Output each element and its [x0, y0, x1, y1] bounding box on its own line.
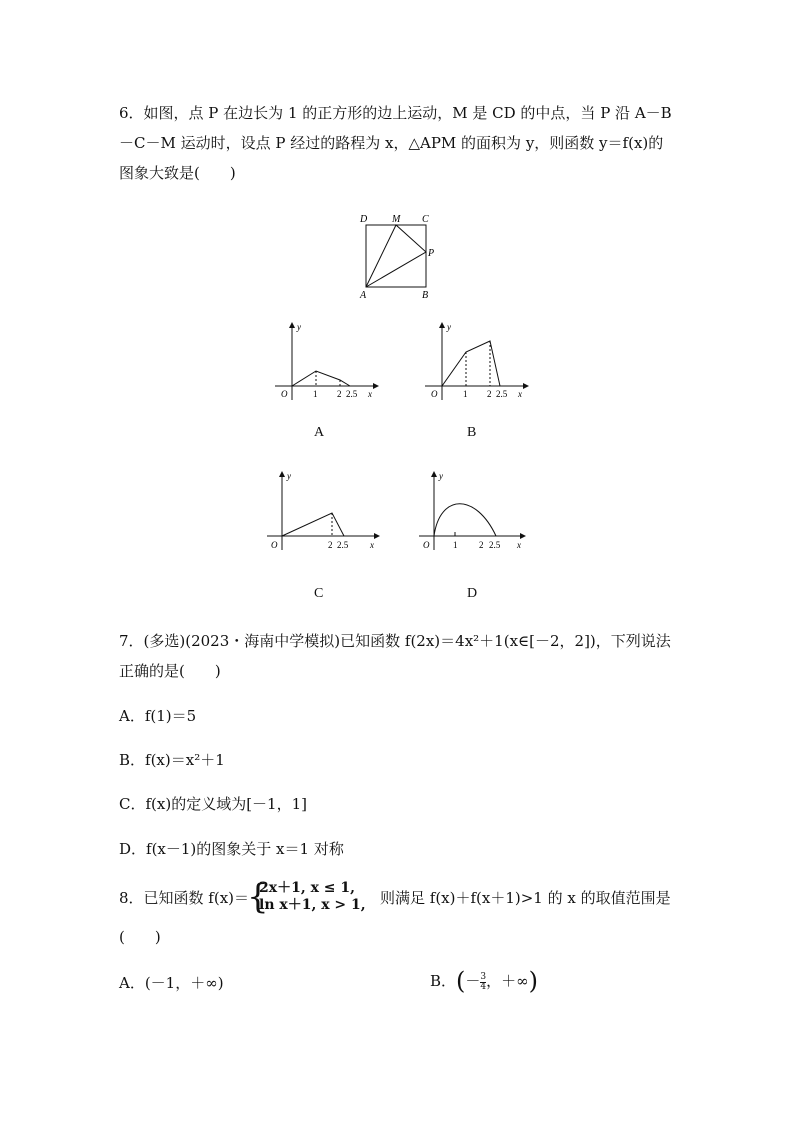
svg-text:y: y [439, 471, 443, 481]
caption-A: A [314, 425, 325, 440]
graph-C [262, 468, 382, 552]
svg-text:O: O [271, 540, 278, 550]
q6-line-1: 6．如图，点 P 在边长为 1 的正方形的边上运动，M 是 CD 的中点，当 P 沿 A－B [119, 104, 672, 122]
q6-line-3: 图象大致是( ) [119, 164, 236, 182]
q8-option-A: A．(－1，＋∞) [119, 974, 224, 992]
svg-text:y: y [447, 322, 451, 332]
svg-text:2: 2 [328, 540, 333, 550]
svg-text:2.5: 2.5 [489, 540, 501, 550]
svg-text:O: O [423, 540, 430, 550]
label-M: M [392, 214, 401, 225]
label-A: A [360, 290, 367, 301]
svg-text:O: O [431, 389, 438, 399]
q8-prefix: 8．已知函数 f(x)＝ [119, 889, 250, 907]
svg-text:1: 1 [463, 389, 468, 399]
graph-A [270, 320, 380, 402]
square-figure [352, 210, 442, 302]
caption-C: C [314, 586, 324, 601]
svg-text:2: 2 [479, 540, 484, 550]
svg-text:x: x [518, 389, 522, 399]
svg-text:y: y [297, 322, 301, 332]
q7-option-C: C．f(x)的定义域为[－1，1] [119, 795, 307, 813]
q8-line-2: ( ) [119, 928, 161, 946]
caption-B: B [467, 425, 477, 440]
q8-piece-1: 2x＋1, x ≤ 1, [259, 880, 356, 896]
svg-text:x: x [370, 540, 374, 550]
q8-piece-2: ln x＋1, x > 1, [259, 897, 366, 913]
svg-text:O: O [281, 389, 288, 399]
q7-line-2: 正确的是( ) [119, 662, 221, 680]
svg-text:x: x [368, 389, 372, 399]
q8-option-B-rest: ，＋∞ [486, 972, 529, 990]
svg-text:y: y [287, 471, 291, 481]
q6-line-2: －C－M 运动时，设点 P 经过的路程为 x，△APM 的面积为 y，则函数 y＝f(x)的 [119, 134, 664, 152]
q7-option-A: A．f(1)＝5 [119, 707, 197, 725]
svg-text:1: 1 [313, 389, 318, 399]
q7-option-D: D．f(x－1)的图象关于 x＝1 对称 [119, 840, 344, 858]
svg-text:2.5: 2.5 [337, 540, 349, 550]
q8-option-B-label: B． [430, 972, 457, 990]
svg-text:1: 1 [453, 540, 458, 550]
q8-option-B-fraction: $\frac{3}{4}$ [480, 971, 487, 992]
label-B: B [422, 290, 429, 301]
q7-line-1: 7．(多选)(2023・海南中学模拟)已知函数 f(2x)＝4x²＋1(x∈[－2，2])，下列说法 [119, 632, 671, 650]
svg-text:2: 2 [337, 389, 342, 399]
svg-text:2.5: 2.5 [346, 389, 358, 399]
q7-option-B: B．f(x)＝x²＋1 [119, 751, 225, 769]
graph-B [420, 320, 530, 402]
q8-suffix: 则满足 f(x)＋f(x＋1)>1 的 x 的取值范围是 [380, 889, 671, 907]
graph-D [414, 468, 534, 552]
svg-text:x: x [517, 540, 521, 550]
caption-D: D [467, 586, 478, 601]
q8-option-B: B．(－ $\frac{3}{4}$ ，＋∞) [430, 967, 539, 995]
svg-text:2.5: 2.5 [496, 389, 508, 399]
label-P: P [428, 248, 435, 259]
svg-text:2: 2 [487, 389, 492, 399]
q8-brace: { [247, 877, 269, 917]
label-C: C [422, 214, 429, 225]
label-D: D [360, 214, 368, 225]
